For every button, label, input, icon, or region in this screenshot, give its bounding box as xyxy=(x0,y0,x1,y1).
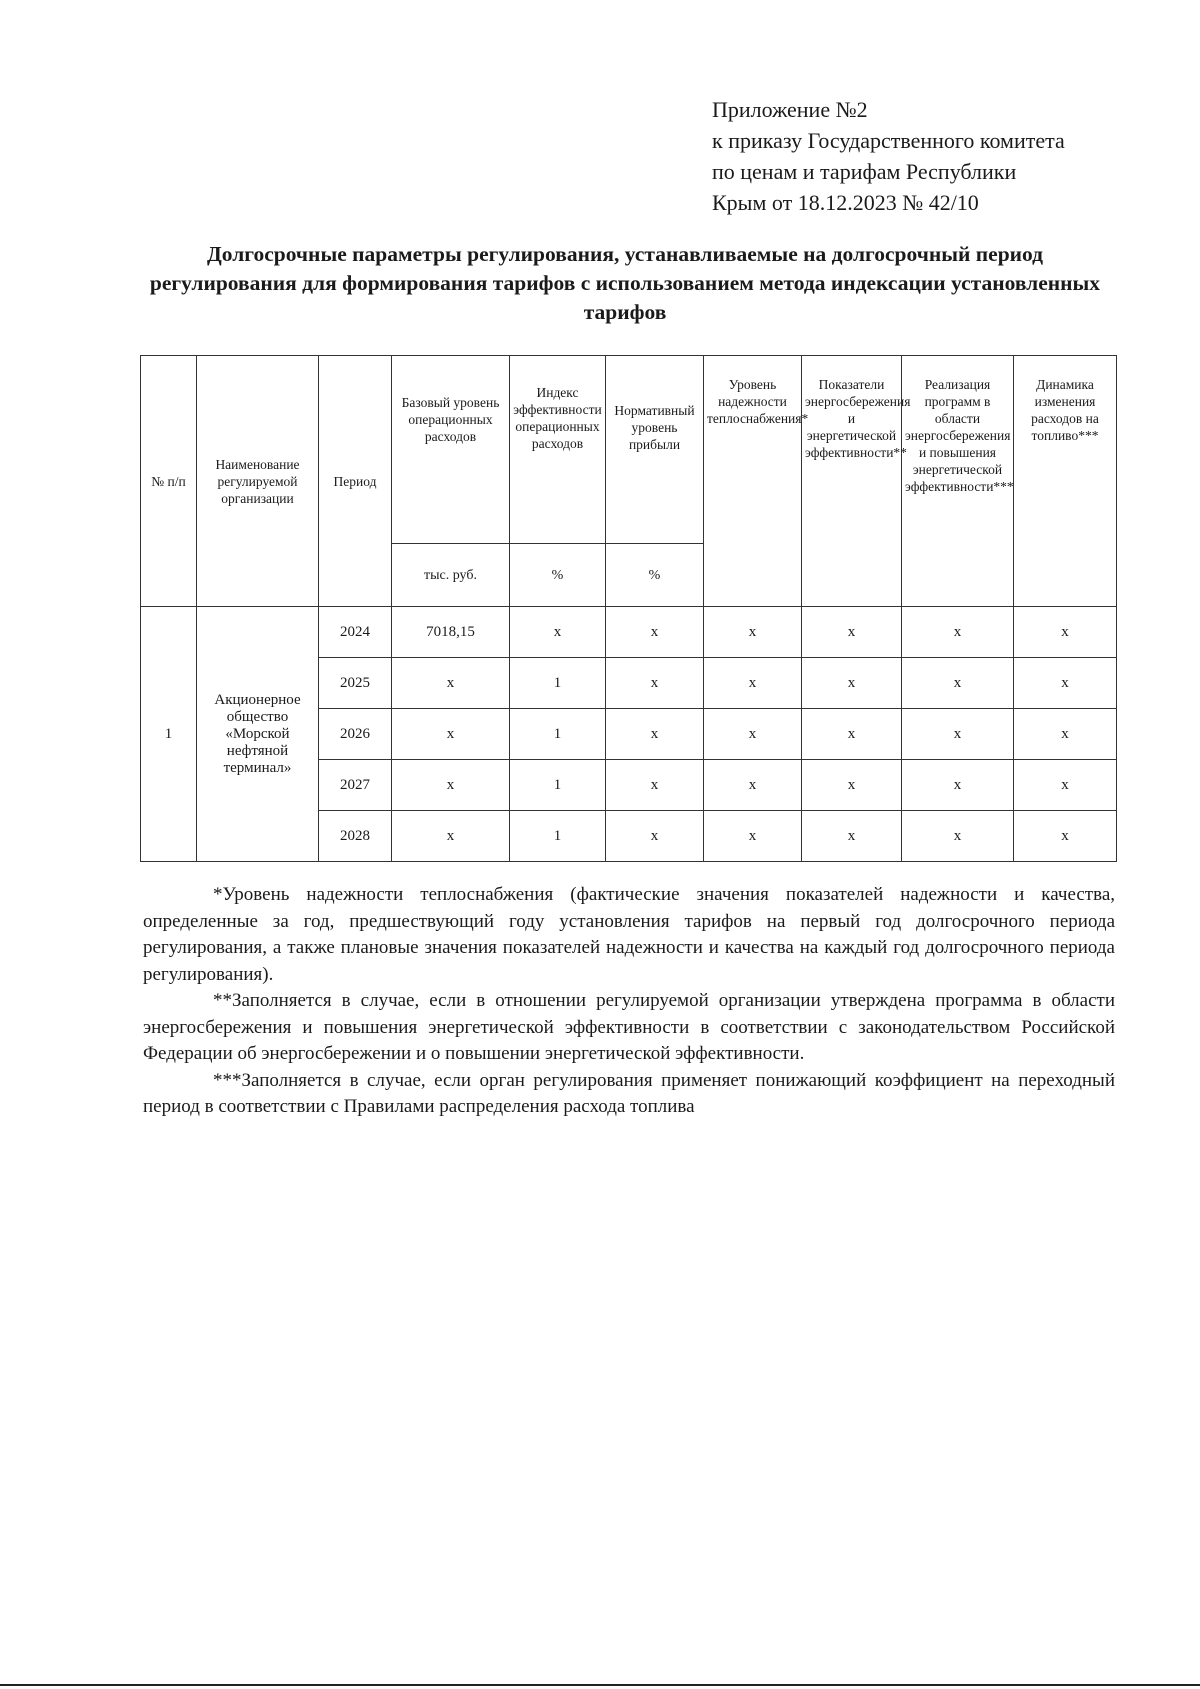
cell-energy: х xyxy=(802,709,902,760)
cell-programs: х xyxy=(902,811,1014,862)
organization-name: Акционерное общество «Морской нефтяной терминал» xyxy=(197,607,319,862)
header-programs: Реализация программ в области энергосбережения и повышения энергетической эффективности*** xyxy=(902,356,1014,607)
table-row xyxy=(141,607,1117,658)
appendix-block xyxy=(712,94,1065,218)
header-num: № п/п xyxy=(141,356,197,607)
header-efficiency-index: Индекс эффективности операционных расходов xyxy=(510,356,606,544)
cell-index: х xyxy=(510,607,606,658)
cell-index: 1 xyxy=(510,760,606,811)
cell-year: 2026 xyxy=(319,709,392,760)
unit-efficiency-index: % xyxy=(510,544,606,607)
cell-programs: х xyxy=(902,607,1014,658)
cell-fuel: х xyxy=(1014,658,1117,709)
header-profit-level: Нормативный уровень прибыли xyxy=(606,356,704,544)
cell-profit: х xyxy=(606,709,704,760)
cell-fuel: х xyxy=(1014,709,1117,760)
unit-base-level: тыс. руб. xyxy=(392,544,510,607)
header-base-level: Базовый уровень операционных расходов xyxy=(392,356,510,544)
appendix-line-1: Приложение №2 xyxy=(712,97,868,122)
cell-energy: х xyxy=(802,760,902,811)
appendix-line-4: Крым от 18.12.2023 № 42/10 xyxy=(712,190,979,215)
cell-energy: х xyxy=(802,607,902,658)
cell-year: 2027 xyxy=(319,760,392,811)
cell-profit: х xyxy=(606,760,704,811)
header-org-name: Наименование регулируемой организации xyxy=(197,356,319,607)
cell-energy: х xyxy=(802,658,902,709)
cell-profit: х xyxy=(606,607,704,658)
cell-reliability: х xyxy=(704,658,802,709)
cell-profit: х xyxy=(606,811,704,862)
cell-reliability: х xyxy=(704,760,802,811)
cell-base: х xyxy=(392,658,510,709)
footnote-3: ***Заполняется в случае, если орган регулирования применяет понижающий коэффициент на переходный период в соответствии с Правилами распределения расхода топлива xyxy=(143,1069,1115,1117)
header-reliability: Уровень надежности теплоснабжения* xyxy=(704,356,802,607)
cell-year: 2024 xyxy=(319,607,392,658)
appendix-line-3: по ценам и тарифам Республики xyxy=(712,159,1017,184)
parameters-table xyxy=(140,355,1117,862)
bottom-rule xyxy=(0,1684,1200,1686)
cell-index: 1 xyxy=(510,709,606,760)
cell-reliability: х xyxy=(704,811,802,862)
cell-base: х xyxy=(392,709,510,760)
cell-year: 2025 xyxy=(319,658,392,709)
appendix-line-2: к приказу Государственного комитета xyxy=(712,128,1065,153)
cell-index: 1 xyxy=(510,811,606,862)
cell-fuel: х xyxy=(1014,607,1117,658)
row-number: 1 xyxy=(141,607,197,862)
cell-fuel: х xyxy=(1014,811,1117,862)
cell-fuel: х xyxy=(1014,760,1117,811)
header-fuel-dynamics: Динамика изменения расходов на топливо*** xyxy=(1014,356,1117,607)
header-period: Период xyxy=(319,356,392,607)
unit-profit-level: % xyxy=(606,544,704,607)
cell-index: 1 xyxy=(510,658,606,709)
cell-energy: х xyxy=(802,811,902,862)
cell-programs: х xyxy=(902,658,1014,709)
cell-programs: х xyxy=(902,760,1014,811)
cell-reliability: х xyxy=(704,607,802,658)
footnotes xyxy=(143,882,1115,1121)
footnote-1: *Уровень надежности теплоснабжения (фактические значения показателей надежности и качества, определенные за год, предшествующий году установления тарифов на первый год долгосрочного периода регулирования, а также плановые значения показателей надежности и качества на каждый год долгосрочного периода регулирования). xyxy=(143,884,1115,985)
document-title: Долгосрочные параметры регулирования, устанавливаемые на долгосрочный период регулирования для формирования тарифов с использованием метода индексации установленных тарифов xyxy=(149,242,1101,324)
cell-profit: х xyxy=(606,658,704,709)
cell-base: х xyxy=(392,760,510,811)
table-body xyxy=(141,607,1117,862)
cell-year: 2028 xyxy=(319,811,392,862)
footnote-2: **Заполняется в случае, если в отношении регулируемой организации утверждена программа в области энергосбережения и повышения энергетической эффективности в соответствии с законодательством Российской Федерации об энергосбережении и о повышении энергетической эффективности. xyxy=(143,990,1115,1064)
cell-base: х xyxy=(392,811,510,862)
cell-reliability: х xyxy=(704,709,802,760)
header-energy-saving: Показатели энергосбережения и энергетической эффективности** xyxy=(802,356,902,607)
cell-base: 7018,15 xyxy=(392,607,510,658)
cell-programs: х xyxy=(902,709,1014,760)
